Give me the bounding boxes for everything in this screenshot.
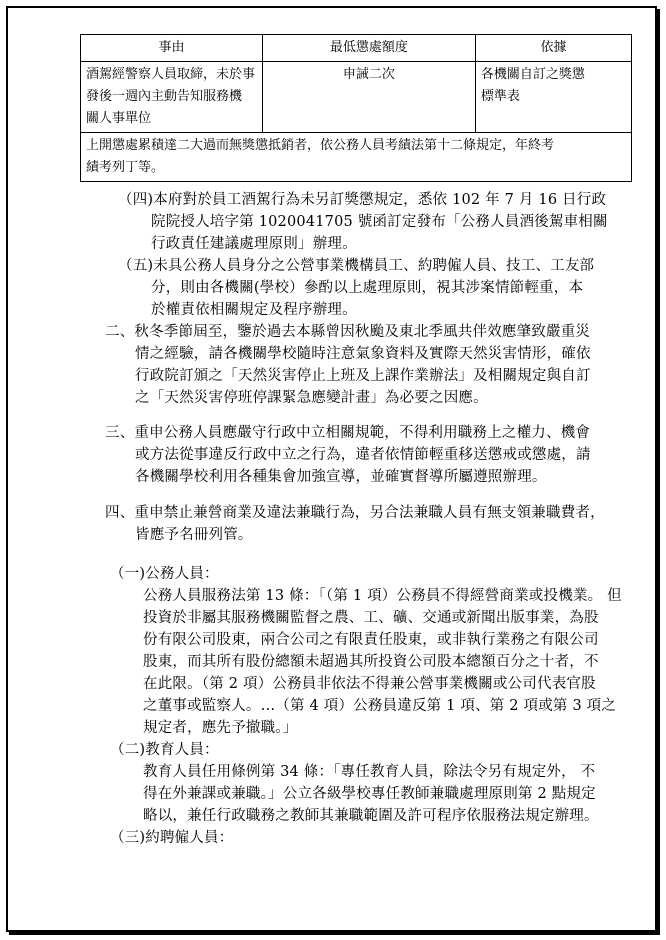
item-4-line-2: 院院授人培字第 1020041705 號函訂定發布「公務人員酒後駕車相關 — [151, 214, 608, 230]
table-header-row — [81, 35, 632, 62]
text-line: 關人事單位 — [86, 111, 152, 126]
sub-1-line-3: 份有限公司股東，兩合公司之有限責任股東，或非執行業務之有限公司 — [143, 632, 599, 648]
section-3-line-2: 或方法從事違反行政中立之行為，違者依情節輕重移送懲戒或懲處，請 — [135, 447, 591, 463]
sub-2-line-3: 略以，兼任行政職務之教師其兼職範圍及許可程序依服務法規定辦理。 — [143, 808, 599, 824]
item-4-line-3: 行政責任建議處理原則」辦理。 — [151, 236, 357, 252]
text-line: 發後一週內主動告知服務機 — [86, 89, 243, 104]
text-line: 各機關自訂之獎懲 — [480, 67, 585, 82]
header-reason: 事由 — [81, 35, 263, 62]
cell-penalty: 申誡二次 — [262, 62, 475, 133]
section-2-line-4: 之「天然災害停班停課緊急應變計畫」為必要之因應。 — [135, 390, 488, 406]
text-line: 上開懲處累積達二大過而無獎懲抵銷者，依公務人員考績法第十二條規定，年終考 — [86, 138, 555, 153]
sub-3-heading: （三)約聘僱人員： — [110, 830, 234, 846]
section-4-line-1: 四、重申禁止兼營商業及違法兼職行為，另合法兼職人員有無支領兼職費者， — [105, 505, 605, 521]
sub-1-heading: （一)公務人員： — [110, 566, 219, 582]
header-basis: 依據 — [475, 35, 631, 62]
sub-1-line-1: 公務人員服務法第 13 條：「（第 1 項）公務員不得經營商業或投機業。 但 — [143, 588, 622, 604]
item-5-line-1: （五)未具公務人員身分之公營事業機構員工、約聘僱人員、技工、工友部 — [118, 258, 595, 274]
section-2-line-3: 行政院訂頒之「天然災害停止上班及上課作業辦法」及相關規定與自訂 — [135, 368, 591, 384]
cell-basis — [475, 62, 631, 133]
section-2-line-2: 情之經驗，請各機關學校隨時注意氣象資料及實際天然災害情形，確依 — [135, 346, 591, 362]
sub-1-line-2: 投資於非屬其服務機關監督之農、工、礦、交通或新聞出版事業，為股 — [143, 610, 599, 626]
sub-1-line-7: 規定者，應先予撤職。」 — [143, 720, 298, 736]
sub-1-line-6: 之董事或監察人。…（第 4 項）公務員違反第 1 項、第 2 項或第 3 項之 — [143, 698, 617, 714]
sub-2-heading: （二)教育人員： — [110, 742, 219, 758]
header-penalty: 最低懲處額度 — [262, 35, 475, 62]
item-5-line-2: 分，則由各機關(學校）參酌以上處理原則，視其涉案情節輕重，本 — [151, 280, 584, 296]
cell-reason — [81, 62, 263, 133]
item-4-line-1: （四)本府對於員工酒駕行為未另訂獎懲規定，悉依 102 年 7 月 16 日行政 — [118, 192, 607, 208]
sub-1-line-5: 在此限。（第 2 項）公務員非依法不得兼公營事業機關或公司代表官股 — [143, 676, 596, 692]
sub-2-line-1: 教育人員任用條例第 34 條：「專任教育人員，除法令另有規定外， 不 — [143, 764, 596, 780]
table-note-row — [81, 133, 632, 182]
section-3-line-1: 三、重申公務人員應嚴守行政中立相關規範，不得利用職務上之權力、機會 — [105, 425, 591, 441]
text-line: 績考列丁等。 — [86, 160, 165, 175]
text-line: 酒駕經警察人員取締，未於事 — [86, 67, 256, 82]
table-row — [81, 62, 632, 133]
section-3-line-3: 各機關學校利用各種集會加強宣導，並確實督導所屬遵照辦理。 — [135, 469, 547, 485]
section-4-line-2: 皆應予名冊列管。 — [135, 527, 253, 543]
text-line: 標準表 — [480, 89, 520, 104]
penalty-table — [80, 34, 632, 182]
section-2-line-1: 二、秋冬季節屆至，鑒於過去本縣曾因秋颱及東北季風共伴效應肇致嚴重災 — [105, 324, 591, 340]
sub-1-line-4: 股東，而其所有股份總額未超過其所投資公司股本總額百分之十者，不 — [143, 654, 599, 670]
item-5-line-3: 於權責依相關規定及程序辦理。 — [151, 302, 357, 318]
sub-2-line-2: 得在外兼課或兼職。」公立各級學校專任教師兼職處理原則第 2 點規定 — [143, 786, 596, 802]
cell-note — [81, 133, 632, 182]
